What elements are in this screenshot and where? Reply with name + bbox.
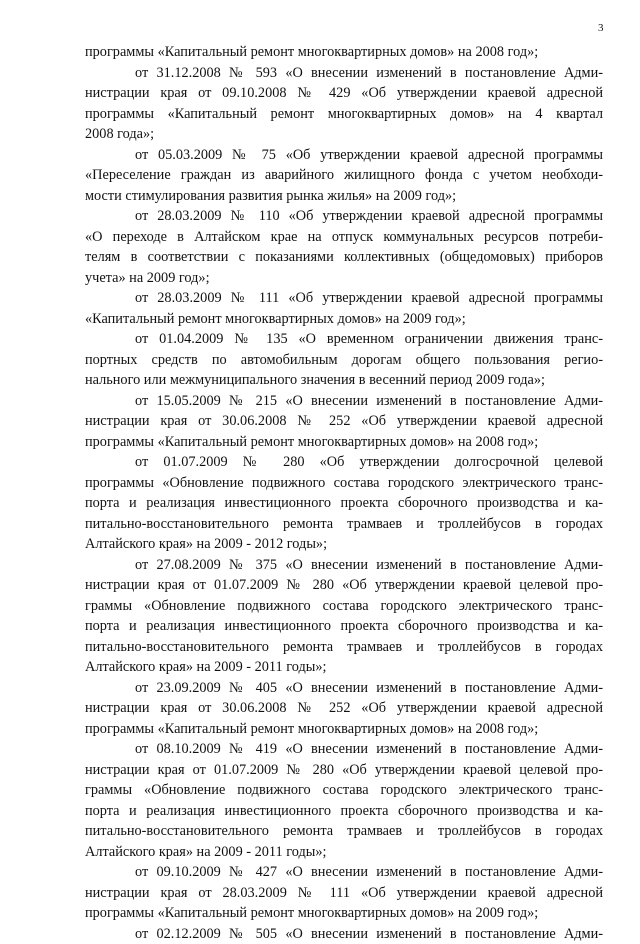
text-line: питально-восстановительного ремонта трамваев и троллейбусов в городах xyxy=(85,637,603,658)
text-line: порта и реализация инвестиционного проекта сборочного производства и ка- xyxy=(85,801,603,822)
paragraph xyxy=(85,555,603,678)
text-line: от 28.03.2009 № 110 «Об утверждении краевой адресной программы xyxy=(85,206,603,227)
paragraph xyxy=(85,739,603,862)
text-line: программы «Капитальный ремонт многоквартирных домов» на 4 квартал xyxy=(85,104,603,125)
text-line: портных средств по автомобильным дорогам общего пользования регио- xyxy=(85,350,603,371)
paragraph xyxy=(85,391,603,453)
text-line: нистрации края от 28.03.2009 № 111 «Об утверждении краевой адресной xyxy=(85,883,603,904)
text-line: программы «Капитальный ремонт многоквартирных домов» на 2008 год»; xyxy=(85,719,603,740)
document-body xyxy=(85,42,603,944)
paragraph xyxy=(85,678,603,740)
text-line: нистрации края от 01.07.2009 № 280 «Об утверждении краевой целевой про- xyxy=(85,575,603,596)
paragraph xyxy=(85,288,603,329)
text-line: граммы «Обновление подвижного состава городского электрического транс- xyxy=(85,780,603,801)
paragraph xyxy=(85,862,603,924)
text-line: питально-восстановительного ремонта трамваев и троллейбусов в городах xyxy=(85,821,603,842)
text-line: от 31.12.2008 № 593 «О внесении изменений в постановление Адми- xyxy=(85,63,603,84)
paragraph xyxy=(85,924,603,944)
text-line: нистрации края от 09.10.2008 № 429 «Об утверждении краевой адресной xyxy=(85,83,603,104)
text-line: «Переселение граждан из аварийного жилищного фонда с учетом необходи- xyxy=(85,165,603,186)
text-line: от 01.07.2009 № 280 «Об утверждении долгосрочной целевой xyxy=(85,452,603,473)
text-line: от 23.09.2009 № 405 «О внесении изменений в постановление Адми- xyxy=(85,678,603,699)
text-line: от 02.12.2009 № 505 «О внесении изменений в постановление Адми- xyxy=(85,924,603,944)
text-line: программы «Капитальный ремонт многоквартирных домов» на 2008 год»; xyxy=(85,42,603,63)
paragraph xyxy=(85,63,603,145)
text-line: «О переходе в Алтайском крае на отпуск коммунальных ресурсов потреби- xyxy=(85,227,603,248)
text-line: от 01.04.2009 № 135 «О временном ограничении движения транс- xyxy=(85,329,603,350)
text-line: питально-восстановительного ремонта трамваев и троллейбусов в городах xyxy=(85,514,603,535)
paragraph xyxy=(85,452,603,555)
text-line: нистрации края от 30.06.2008 № 252 «Об утверждении краевой адресной xyxy=(85,698,603,719)
text-line: от 15.05.2009 № 215 «О внесении изменений в постановление Адми- xyxy=(85,391,603,412)
text-line: от 08.10.2009 № 419 «О внесении изменений в постановление Адми- xyxy=(85,739,603,760)
paragraph xyxy=(85,145,603,207)
paragraph xyxy=(85,329,603,391)
text-line: Алтайского края» на 2009 - 2011 годы»; xyxy=(85,657,603,678)
text-line: граммы «Обновление подвижного состава городского электрического транс- xyxy=(85,596,603,617)
text-line: программы «Обновление подвижного состава городского электрического транс- xyxy=(85,473,603,494)
text-line: от 05.03.2009 № 75 «Об утверждении краевой адресной программы xyxy=(85,145,603,166)
text-line: порта и реализация инвестиционного проекта сборочного производства и ка- xyxy=(85,616,603,637)
paragraph xyxy=(85,206,603,288)
text-line: учета» на 2009 год»; xyxy=(85,268,603,289)
paragraph xyxy=(85,42,603,63)
text-line: нистрации края от 01.07.2009 № 280 «Об утверждении краевой целевой про- xyxy=(85,760,603,781)
page-number: 3 xyxy=(598,22,604,34)
text-line: нистрации края от 30.06.2008 № 252 «Об утверждении краевой адресной xyxy=(85,411,603,432)
text-line: от 27.08.2009 № 375 «О внесении изменений в постановление Адми- xyxy=(85,555,603,576)
text-line: «Капитальный ремонт многоквартирных домов» на 2009 год»; xyxy=(85,309,603,330)
text-line: 2008 года»; xyxy=(85,124,603,145)
text-line: мости стимулирования развития рынка жилья» на 2009 год»; xyxy=(85,186,603,207)
text-line: телям в соответствии с показаниями коллективных (общедомовых) приборов xyxy=(85,247,603,268)
text-line: программы «Капитальный ремонт многоквартирных домов» на 2008 год»; xyxy=(85,432,603,453)
text-line: порта и реализация инвестиционного проекта сборочного производства и ка- xyxy=(85,493,603,514)
text-line: программы «Капитальный ремонт многоквартирных домов» на 2009 год»; xyxy=(85,903,603,924)
text-line: от 28.03.2009 № 111 «Об утверждении краевой адресной программы xyxy=(85,288,603,309)
text-line: нального или межмуниципального значения в весенний период 2009 года»; xyxy=(85,370,603,391)
text-line: Алтайского края» на 2009 - 2011 годы»; xyxy=(85,842,603,863)
text-line: Алтайского края» на 2009 - 2012 годы»; xyxy=(85,534,603,555)
text-line: от 09.10.2009 № 427 «О внесении изменений в постановление Адми- xyxy=(85,862,603,883)
